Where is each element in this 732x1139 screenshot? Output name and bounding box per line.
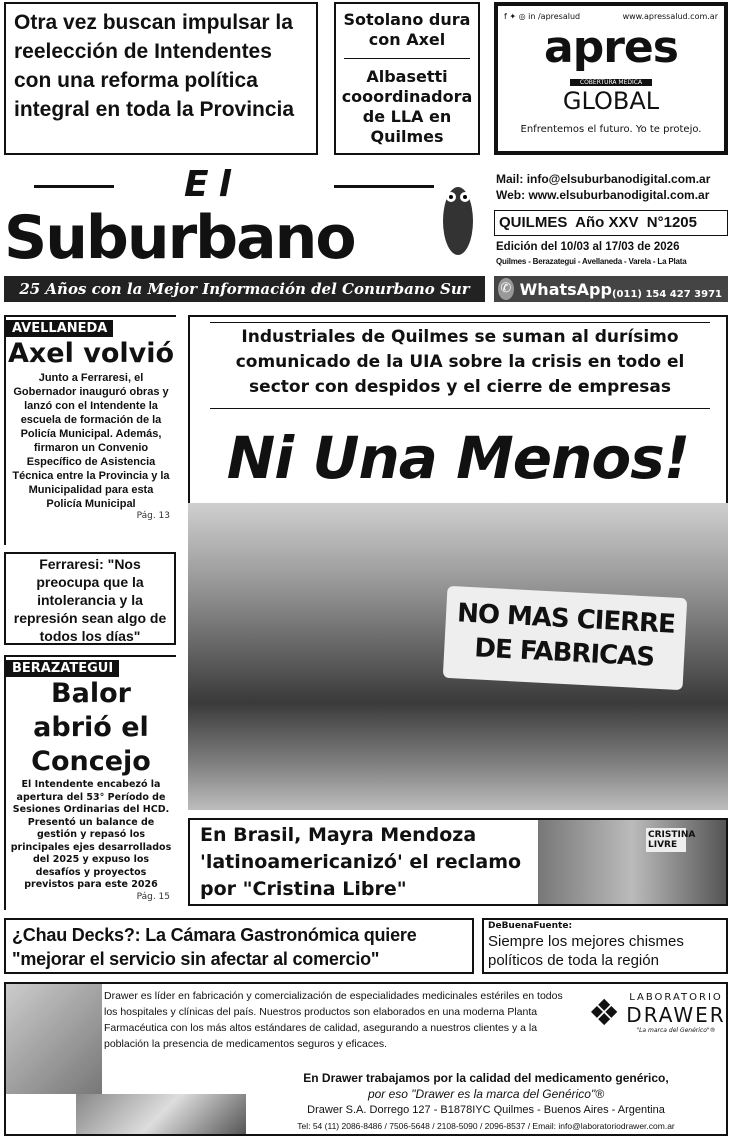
top-headline[interactable] (4, 2, 318, 155)
page-ref: Pág. 13 (136, 511, 170, 521)
main-headline: Ni Una Menos! (226, 424, 690, 492)
masthead-logo[interactable] (4, 165, 485, 272)
logo-name: DRAWER (626, 1003, 726, 1027)
protest-banner: NO MAS CIERRE DE FABRICAS (443, 586, 687, 690)
drawer-contact: Tel: 54 (11) 2086-8486 / 7506-5648 / 2108-5090 / 2096-8537 / Email: info@laboratoriodrawer.com.ar (297, 1121, 675, 1131)
apres-global: GLOBAL (562, 87, 660, 115)
social-icons: f ✦ ◎ in /apresalud (504, 12, 581, 21)
top-briefs (334, 2, 480, 155)
web-value: www.elsuburbanodigital.com.ar (528, 188, 710, 202)
drawer-line1: En Drawer trabajamos por la calidad del medicamento genérico, (303, 1071, 669, 1085)
lab-photo (6, 984, 102, 1094)
mail[interactable] (496, 172, 710, 186)
drawer-knot-icon: ❖ (588, 993, 621, 1034)
apres-social: /apresalud (537, 12, 581, 21)
mail-label: Mail: (496, 172, 524, 186)
main-subhead: Industriales de Quilmes se suman al durísimo comunicado de la UIA sobre la crisis en todo el sector con despidos y el cierre de empresas (210, 322, 710, 409)
brasil-story[interactable] (188, 818, 728, 906)
top-headline-text: Otra vez buscan impulsar la reelección de Intendentes con una reforma política integral en toda la Provincia (14, 11, 295, 121)
apres-sub: COBERTURA MEDICA (570, 79, 652, 86)
apres-url: www.apressalud.com.ar (622, 12, 718, 21)
buena-fuente[interactable] (482, 918, 728, 974)
brief-sotolano[interactable]: Sotolano dura con Axel (343, 10, 471, 49)
drawer-footer (246, 1070, 726, 1134)
page-ref: Pág. 15 (136, 891, 170, 902)
drawer-ad[interactable] (4, 982, 728, 1136)
section-tag: AVELLANEDA (6, 320, 113, 337)
drawer-address: Drawer S.A. Dorrego 127 - B1878IYC Quilmes - Buenos Aires - Argentina (307, 1104, 665, 1116)
owl-icon (436, 171, 482, 267)
web[interactable] (496, 188, 709, 202)
story-title: Axel volvió (7, 338, 175, 369)
masthead-el: El (184, 164, 241, 205)
brasil-photo (538, 820, 726, 904)
drawer-logo (586, 992, 726, 1034)
apres-slogan: Enfrentemos el futuro. Yo te protejo. (520, 124, 702, 135)
drawer-line2: por eso "Drawer es la marca del Genérico"® (367, 1087, 605, 1101)
story-deck: Junto a Ferraresi, el Gobernador inauguró obras y lanzó con el Intendente la escuela de formación de la Policía Municipal. Además, firmaron un Convenio Específico de Asistencia Técnica entre la Provincia y la Municipalidad para esta Policía Municipal (12, 372, 170, 510)
photo-sign: CRISTINA LIVRE (648, 830, 696, 850)
berazategui-story[interactable] (4, 655, 176, 910)
chau-decks-story[interactable]: ¿Chau Decks?: La Cámara Gastronómica quiere "mejorar el servicio sin afectar al comercio" (4, 918, 474, 974)
brasil-title: En Brasil, Mayra Mendoza 'latinoamericanizó' el reclamo por "Cristina Libre" (200, 824, 522, 900)
section-tag: BERAZATEGUI (6, 660, 119, 677)
whatsapp-bar[interactable] (494, 276, 728, 302)
edition-cities: Quilmes - Berazategui - Avellaneda - Varela - La Plata (496, 257, 687, 266)
masthead-name: Suburbano (4, 203, 355, 273)
logo-tag: "La marca del Genérico"® (636, 1027, 716, 1034)
avellaneda-story[interactable] (4, 315, 176, 545)
apres-logo: apres (544, 22, 678, 73)
mail-value: info@elsuburbanodigital.com.ar (526, 172, 711, 186)
story-title: Balor abrió el Concejo (31, 678, 151, 777)
divider (344, 58, 470, 59)
whatsapp-label: WhatsApp (519, 279, 612, 299)
buena-text: Siempre los mejores chismes políticos de toda la región (488, 933, 684, 969)
brief-albasetti[interactable]: Albasetti cooordinadora de LLA en Quilmes (341, 67, 473, 146)
buena-label: DeBuenaFuente: (488, 921, 573, 931)
machine-photo (76, 1094, 246, 1134)
issue-number: QUILMES Año XXV N°1205 (494, 210, 728, 236)
ferraresi-quote[interactable]: Ferraresi: "Nos preocupa que la intolerancia y la represión sean algo de todos los días" (4, 552, 176, 645)
tagline: 25 Años con la Mejor Información del Conurbano Sur (4, 276, 485, 302)
edition-dates: Edición del 10/03 al 17/03 de 2026 (496, 241, 680, 253)
whatsapp-number: (011) 154 427 3971 (611, 288, 722, 300)
apres-ad[interactable] (494, 2, 728, 155)
whatsapp-icon: ✆ (498, 278, 514, 300)
story-deck: El Intendente encabezó la apertura del 53° Período de Sesiones Ordinarias del HCD. Presentó un balance de gestión y repasó los principales ejes desarrollados del 2025 y expuso los desafíos y proyectos previstos para este 2026 (10, 779, 172, 890)
logo-top: LABORATORIO (629, 992, 723, 1003)
web-label: Web: (496, 188, 526, 202)
drawer-body: Drawer es líder en fabricación y comercialización de especialidades medicinales estériles en todos los hospitales y clínicas del país. Nuestros productos son elaborados en una moderna Planta Farmacéutica con los más altos estándares de calidad, asegurando a nuestros clientes y a la población la presencia de medicamentos seguros y eficaces. (104, 990, 563, 1050)
